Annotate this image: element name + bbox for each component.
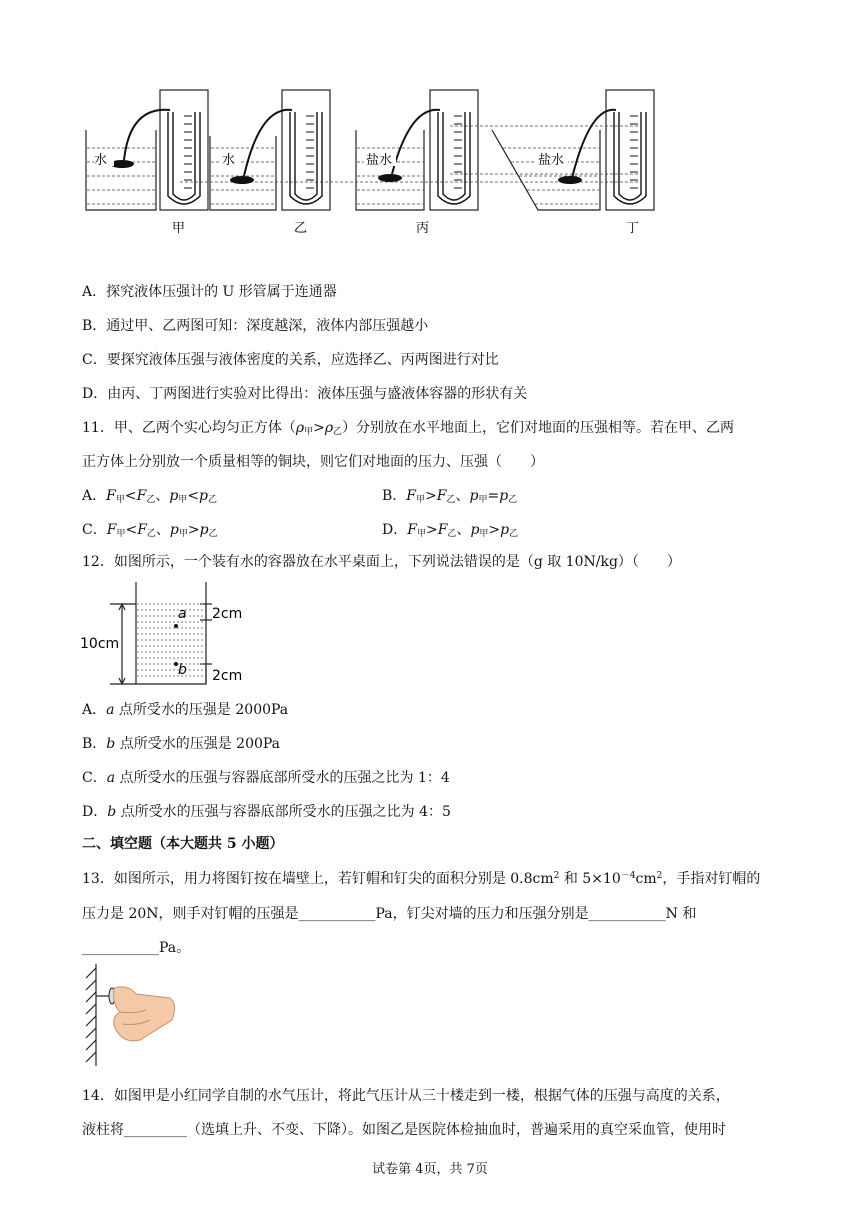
q13-line3: ___________Pa。 [82, 940, 191, 956]
q14-line1: 14．如图甲是小红同学自制的水气压计，将此气压计从三十楼走到一楼，根据气体的压强与高度的关系， [82, 1088, 730, 1104]
label-water-yi: 水 [222, 153, 236, 168]
label-water-jia: 水 [94, 153, 108, 168]
point-a-label: a [178, 606, 187, 622]
q13-line1: 13．如图所示，用力将图钉按在墙壁上，若钉帽和钉尖的面积分别是 $0.8cm^2$ 和 $5\times 10^{-4}cm^2$，手指对钉帽的 [82, 871, 761, 887]
figure-pressure-gauges [80, 86, 660, 246]
q12-stem: 12．如图所示，一个装有水的容器放在水平桌面上，下列说法错误的是（g 取 10N/kg）（ ） [82, 554, 681, 570]
q11-stem-line2: 正方体上分别放一个质量相等的铜块，则它们对地面的压力、压强（ ） [82, 454, 544, 470]
q12-option-d: D．b 点所受水的压强与容器底部所受水的压强之比为 4：5 [82, 804, 451, 820]
q12-option-c: C．a 点所受水的压强与容器底部所受水的压强之比为 1：4 [82, 770, 450, 786]
q11-option-a: A．$F_甲<F_乙$、$p_甲<p_乙$ [82, 488, 218, 505]
label-saltwater-bing: 盐水 [366, 153, 393, 168]
q11-option-c: C．$F_甲<F_乙$、$p_甲>p_乙$ [82, 522, 218, 539]
caption-yi: 乙 [294, 221, 308, 236]
q12-option-a: A．a 点所受水的压强是 2000Pa [82, 702, 289, 718]
label-saltwater-ding: 盐水 [538, 153, 565, 168]
caption-jia: 甲 [172, 221, 186, 236]
q14-line2: 液柱将_________（选填上升、不变、下降）。如图乙是医院体检抽血时，普遍采用的真空采血管，使用时 [82, 1122, 726, 1138]
q10-option-a: A．探究液体压强计的 U 形管属于连通器 [82, 284, 337, 300]
q11-stem-line1: 11．甲、乙两个实心均匀正方体$(\rho_甲>\rho_乙)$分别放在水平地面上，它们对地面的压强相等。若在甲、乙两 [82, 420, 735, 437]
caption-ding: 丁 [626, 221, 640, 236]
q10-option-c: C．要探究液体压强与液体密度的关系，应选择乙、丙两图进行对比 [82, 352, 499, 368]
q11-option-d: D．$F_甲>F_乙$、$p_甲>p_乙$ [382, 522, 519, 539]
caption-bing: 丙 [416, 221, 430, 236]
dim-bottom-label: 2cm [212, 668, 243, 684]
figure-thumbtack-hand [80, 960, 180, 1070]
q10-option-b: B．通过甲、乙两图可知：深度越深，液体内部压强越小 [82, 318, 429, 334]
q12-option-b: B．b 点所受水的压强是 200Pa [82, 736, 281, 752]
q10-option-d: D．由丙、丁两图进行实验对比得出：液体压强与盛液体容器的形状有关 [82, 386, 528, 402]
dim-top-label: 2cm [212, 606, 243, 622]
q11-option-b: B．$F_甲>F_乙$、$p_甲=p_乙$ [382, 488, 518, 505]
section-heading: 二、填空题（本大题共 5 小题） [82, 836, 284, 852]
q13-line2: 压力是 20N，则手对钉帽的压强是___________Pa，钉尖对墙的压力和压强分别是___________N 和 [82, 906, 697, 922]
figure-water-container [80, 580, 250, 692]
point-b-label: b [178, 662, 187, 678]
dim-height-label: 10cm [80, 636, 120, 652]
page-footer: 试卷第 4页，共 7页 [372, 1162, 488, 1177]
